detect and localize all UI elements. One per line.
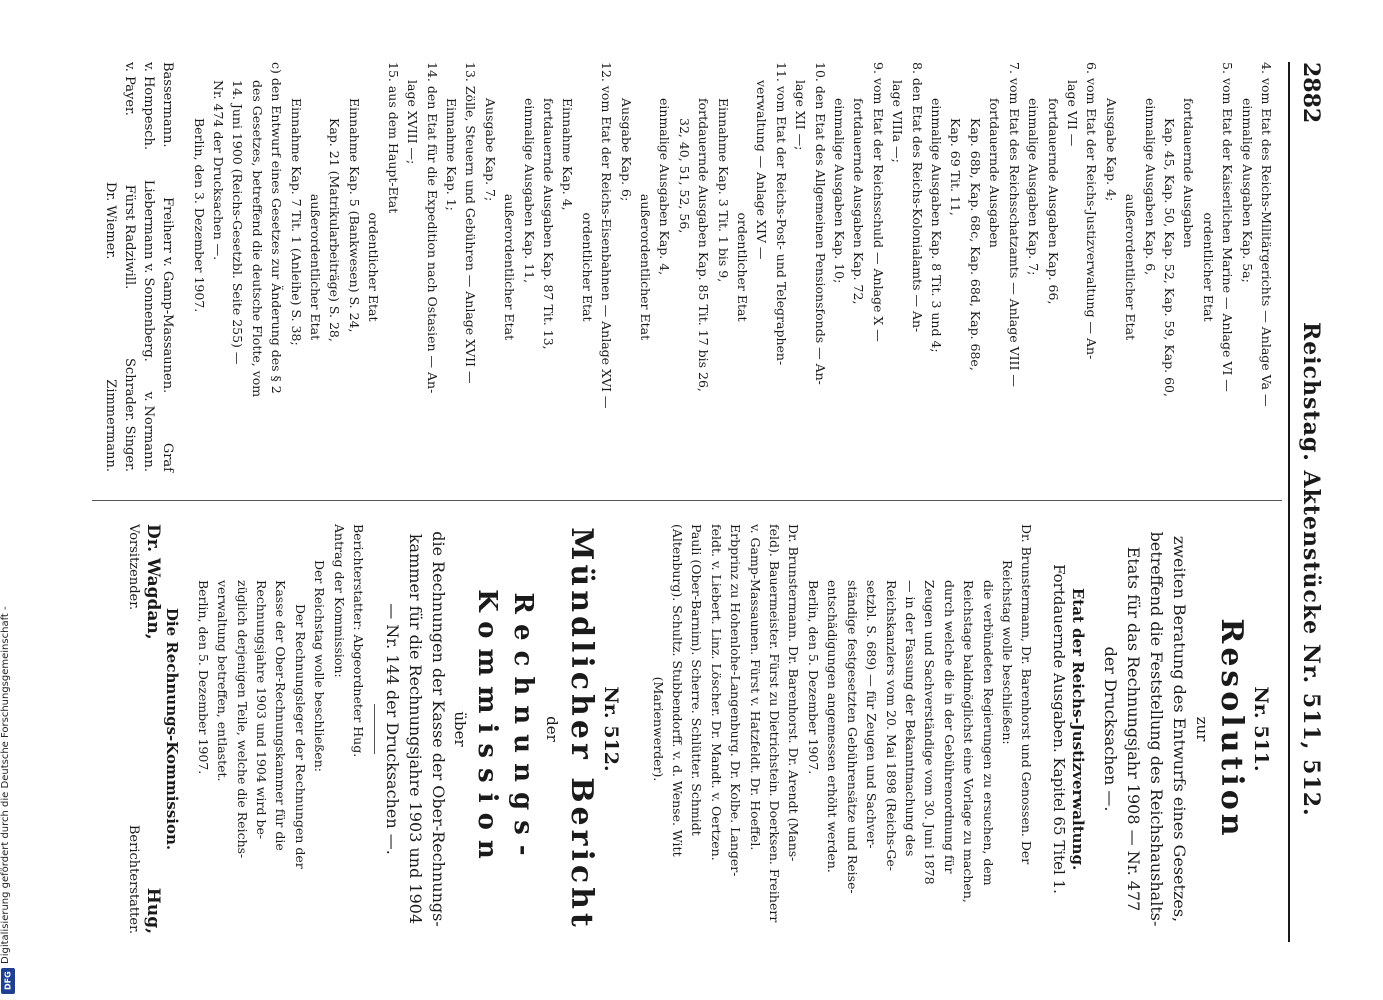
signatory-name: Bassermann. (160, 62, 176, 148)
signatory-name: Dr. Wiemer. (103, 181, 119, 260)
text-line: Antrag der Kommission: (331, 524, 347, 678)
text-line: lage XVIII —; (405, 80, 421, 165)
word-der: der (542, 716, 561, 742)
signatory-name: Liebermann v. Sonnenberg. (141, 179, 157, 362)
text-line: ordentlicher Etat (579, 212, 595, 322)
text-line: verwaltung — Anlage XIV — (754, 80, 770, 260)
text-line: (Marienwerder). (650, 676, 666, 782)
text-line: 14. Juni 1900 (Reichs-Gesetzbl. Seite 255) — (230, 80, 246, 365)
text-line: lage VIIIa —; (890, 80, 906, 163)
text-line: außerordentlicher Etat (1123, 193, 1139, 341)
signatory-name: Fürst Radziwill. (122, 184, 138, 290)
lead-511 (1099, 524, 1191, 934)
text-line: Einnahme Kap. 4, (560, 98, 576, 211)
text-line: Reichskanzlers vom 20. Mai 1898 (Reichs-Ge- (883, 580, 899, 871)
lead-512 (381, 524, 450, 934)
signatory-name: v. Hompesch. (141, 62, 157, 151)
signature-rapporteur: Hug, (142, 887, 163, 934)
lead-line: zweiten Beratung des Entwurfs eines Gesetzes, (1170, 535, 1190, 923)
text-line: 13. Zölle, Steuern und Gebühren — Anlage XVII — (463, 62, 479, 384)
text-line: lage VII — (1064, 80, 1080, 147)
signatory-name: Freiherr v. Gamp-Massaunen. (160, 197, 176, 394)
nr-512: Nr. 512. (600, 686, 623, 772)
text-line: Kasse der Ober-Rechnungskammer für die (273, 580, 289, 851)
text-line: außerordentlicher Etat (502, 193, 518, 341)
text-line: außerordentlicher Etat (308, 193, 324, 341)
lead-line: kammer für die Rechnungsjahre 1903 und 1904 (406, 533, 426, 925)
text-line: Dr. Brunstermann. Dr. Barenhorst. Dr. Arendt (Mans- (786, 524, 802, 862)
text-line: einmalige Ausgaben Kap. 10; (832, 98, 848, 284)
document-page (80, 62, 1330, 942)
text-line: Berlin, den 5. Dezember 1907. (195, 580, 211, 775)
page-header (1288, 62, 1330, 942)
text-line: 5. vom Etat der Kaiserlichen Marine — Anlage VI — (1220, 62, 1236, 392)
title-commission: Rechnungs-Kommission (472, 589, 539, 869)
text-line: Reichstage baldmöglichst eine Vorlage zu machen, (961, 580, 977, 903)
signatory-row (101, 62, 120, 472)
lead-line: betreffend die Feststellung des Reichshaushalts- (1147, 531, 1167, 927)
signatory-name: Graf (160, 442, 176, 472)
body-511 (648, 524, 1036, 934)
text-line: v. Gamp-Massaunen. Fürst v. Hatzfeldt. Dr. Hoeffel. (747, 524, 763, 851)
text-line: — in der Fassung der Bekanntmachung des (902, 580, 918, 857)
text-line: einmalige Ausgaben Kap. 5a; (1239, 98, 1255, 283)
commission-signature: Die Rechnungs-Kommission. (163, 607, 182, 851)
text-line: Einnahme Kap. 3 Tit. 1 bis 9, (715, 98, 731, 283)
text-line: fortdauernde Ausgaben (1181, 98, 1197, 248)
text-line: verwaltung betreffen, entlastet. (215, 580, 231, 782)
text-line: einmalige Ausgaben Kap. 7; (1026, 98, 1042, 276)
text-line: Rechnungsjahre 1903 und 1904 wird be- (254, 580, 269, 840)
lead-line: — Nr. 144 der Drucksachen —. (383, 603, 403, 855)
text-line: 8. den Etat des Reichs-Kolonialamts — An- (909, 62, 925, 333)
document-512 (124, 524, 623, 934)
lead-line: Etats für das Rechnungsjahr 1908 — Nr. 477 (1124, 546, 1144, 912)
text-line: Kap. 45, Kap. 50, Kap. 52, Kap. 59, Kap. 60, (1161, 118, 1177, 397)
short-rule (374, 704, 375, 754)
text-line: Der Reichstag wolle beschließen: (312, 560, 328, 772)
text-line: 9. vom Etat der Reichsschuld — Anlage X — (870, 62, 886, 342)
text-line: Ausgabe Kap. 6; (618, 98, 634, 202)
dfg-logo: DFG (1, 968, 15, 994)
text-line: des Gesetzes, betreffend die deutsche Flotte, vom (249, 80, 265, 398)
signatory-name: v. Normann. (141, 391, 157, 472)
text-line: feld). Bauermeister. Fürst zu Dietrichstein. Doerksen. Freiherr (767, 524, 783, 923)
text-line: Einnahme Kap. 1; (443, 98, 459, 211)
text-line: einmalige Ausgaben Kap. 8 Tit. 3 und 4; (929, 98, 945, 353)
text-line: Einnahme Kap. 5 (Bankwesen) S. 24, (346, 98, 362, 333)
nr-511: Nr. 511. (1250, 686, 1272, 772)
signatories (101, 62, 177, 472)
document-511 (648, 524, 1270, 934)
text-line: Reichstag wolle beschließen: (999, 560, 1015, 745)
text-line: ordentlicher Etat (1200, 212, 1216, 322)
left-column (101, 62, 1276, 472)
lead-line: die Rechnungen der Kasse der Ober-Rechnungs- (429, 531, 449, 927)
left-column-text (189, 62, 1276, 472)
subhead-justiz: Etat der Reichs-Justizverwaltung. (1069, 587, 1088, 871)
text-line: entschädigungen angemessen erhöht werden. (825, 580, 841, 873)
signatory-name: v. Payer. (122, 62, 138, 116)
text-line: züglich derjenigen Teile, welche die Reichs- (234, 580, 250, 859)
text-line: Berlin, den 5. Dezember 1907. (805, 580, 821, 775)
text-line: Einnahme Kap. 7 Tit. 1 (Anleihe) S. 38; (288, 98, 304, 346)
signature-chair: Dr. Wagdan, (142, 524, 163, 640)
signatory-row (158, 62, 177, 472)
text-line: Erbprinz zu Hohenlohe-Langenburg. Dr. Kolbe. Langer- (728, 524, 744, 877)
text-line: Ausgabe Kap. 7; (482, 98, 498, 202)
signatory-name: Schrader. Singer. (122, 358, 138, 472)
running-head: Reichstag. Aktenstücke Nr. 511, 512. (1298, 322, 1324, 817)
text-line: (Altenburg). Schultz. Stubbendorff. v. d. Wense. Witt (670, 524, 686, 857)
signatory-row (120, 62, 139, 472)
text-line: 14. den Etat für die Expedition nach Ostasien — An- (424, 62, 440, 394)
text-line: einmalige Ausgaben Kap. 4, (657, 98, 673, 276)
text-line: einmalige Ausgaben Kap. 6, (1142, 98, 1158, 276)
text-line: die verbündeten Regierungen zu ersuchen, dem (980, 580, 996, 886)
title-bericht: Mündlicher Bericht (563, 527, 599, 931)
signatory-row (139, 62, 158, 472)
word-ueber: über (451, 711, 470, 747)
text-line: fortdauernde Ausgaben Kap. 66, (1045, 98, 1061, 305)
text-line: Ausgabe Kap. 4; (1103, 98, 1119, 202)
text-line: 11. vom Etat der Reichs-Post- und Telegraphen- (773, 62, 789, 366)
text-line: c) den Entwurf eines Gesetzes zur Änderung des § 2 (269, 62, 285, 394)
text-line: fortdauernde Ausgaben Kap. 87 Tit. 13, (540, 98, 556, 350)
text-line: ordentlicher Etat (366, 212, 382, 322)
text-line: Der Rechnungsleger der Rechnungen der (292, 604, 308, 869)
text-line: 4. vom Etat des Reichs-Militärgerichts — Anlage Va — (1259, 62, 1274, 407)
text-line: Nr. 474 der Drucksachen —. (211, 80, 227, 261)
subrow-kapitel: Fortdauernde Ausgaben. Kapitel 65 Titel 1. (1049, 564, 1068, 894)
text-line: Berlin, den 3. Dezember 1907. (191, 118, 207, 313)
text-line: 15. aus dem Haupt-Etat (385, 62, 401, 214)
text-line: 7. vom Etat des Reichsschatzamts — Anlage VIII — (1006, 62, 1022, 387)
text-line: einmalige Ausgaben Kap. 11, (521, 98, 537, 284)
column-divider (92, 500, 1282, 501)
signature-roles (124, 524, 143, 934)
text-line: fortdauernde Ausgaben Kap. 85 Tit. 17 bis 26, (696, 98, 712, 392)
text-line: Pauli (Ober-Barnim). Scherre. Schlütter. Schmidt (689, 524, 705, 836)
digitization-credit: Digitalisierung gefördert durch die Deutsche Forschungsgemeinschaft - (0, 606, 11, 964)
text-line: lage XII —; (793, 80, 809, 151)
text-line: ständige festgesetzten Gebührensätze und Reise- (844, 580, 860, 894)
text-line: durch welche die in der Gebührenordnung für (941, 580, 957, 874)
right-column (124, 524, 1276, 934)
text-line: Berichterstatter: Abgeordneter Hug. (351, 524, 367, 758)
text-line: außerordentlicher Etat (638, 193, 653, 341)
role-rapporteur: Berichterstatter. (125, 824, 141, 934)
body-512 (193, 524, 368, 934)
text-line: 6. vom Etat der Reichs-Justizverwaltung — An- (1084, 62, 1100, 360)
title-resolution: Resolution (1213, 618, 1249, 840)
text-line: 32, 40, 51, 52, 56, (676, 118, 692, 234)
text-line: Kap. 68b, Kap. 68c, Kap. 68d, Kap. 68e, (967, 118, 983, 371)
text-line: Kap. 69 Tit. 11, (948, 118, 964, 216)
signatory-name: Zimmermann. (103, 379, 119, 472)
text-line: 12. vom Etat der Reichs-Eisenbahnen — Anlage XVI — (599, 62, 615, 409)
text-line: setzbl. S. 689) — für Zeugen und Sachver- (864, 580, 880, 849)
page-number: 2882 (1298, 62, 1324, 124)
text-line: Zeugen und Sachverständige vom 30. Juni 1878 (922, 580, 938, 885)
text-line: Dr. Brunstermann, Dr. Barenhorst und Genossen. Der (1019, 524, 1035, 865)
text-line: fortdauernde Ausgaben Kap. 72, (851, 98, 867, 305)
text-line: feldt. v. Liebert. Linz. Löscher. Dr. Mandt. v. Oertzen. (708, 524, 724, 861)
text-line: 10. den Etat des Allgemeinen Pensionsfonds — An- (812, 62, 828, 385)
text-line: fortdauernde Ausgaben (987, 98, 1003, 248)
text-line: ordentlicher Etat (735, 212, 751, 322)
role-chair: Vorsitzender. (125, 524, 141, 611)
word-zur: zur (1192, 716, 1211, 742)
signature-names (143, 524, 162, 934)
lead-line: der Drucksachen —. (1101, 646, 1121, 812)
text-line: Kap. 21 (Matrikularbeiträge) S. 28, (327, 118, 343, 342)
